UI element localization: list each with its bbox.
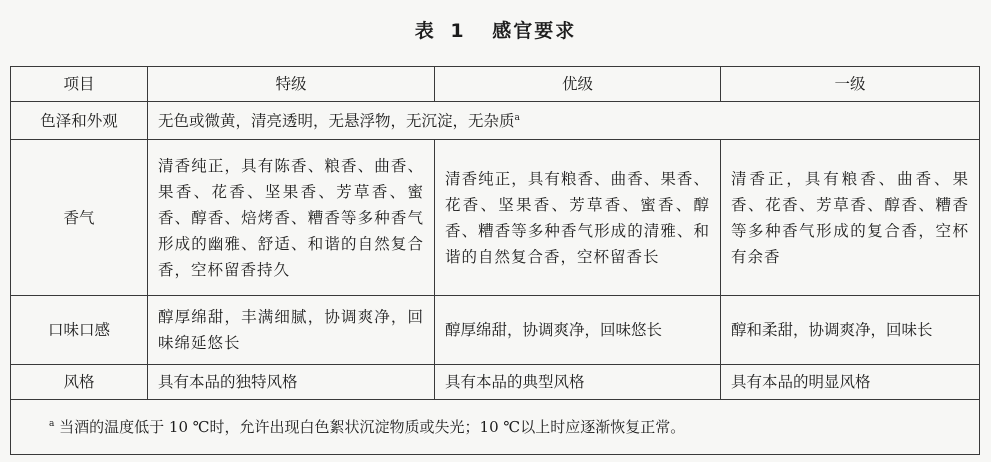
- header-item: 项目: [11, 67, 148, 102]
- table-row-aroma: [11, 140, 980, 296]
- color-requirement-text: 无色或微黄，清亮透明，无悬浮物，无沉淀，无杂质: [158, 111, 515, 130]
- table-title-label: 表: [414, 20, 436, 42]
- table-footnote-row: [11, 400, 980, 455]
- row-label-aroma: 香气: [11, 140, 148, 296]
- row-label-style: 风格: [11, 365, 148, 400]
- table-title-number: 1: [450, 20, 466, 42]
- taste-special-grade: 醇厚绵甜，丰满细腻，协调爽净，回味绵延悠长: [148, 296, 435, 365]
- sensory-requirements-table: [10, 66, 980, 455]
- style-special-grade: 具有本品的独特风格: [148, 365, 435, 400]
- taste-first-grade: 醇和柔甜，协调爽净，回味长: [721, 296, 980, 365]
- row-label-taste: 口味口感: [11, 296, 148, 365]
- color-requirement: [148, 102, 980, 140]
- table-title-text: 感官要求: [492, 20, 577, 42]
- aroma-premium-grade: 清香纯正，具有粮香、曲香、果香、花香、坚果香、芳草香、蜜香、醇香、糟香等多种香气形成的清雅、和谐的自然复合香，空杯留香长: [435, 140, 721, 296]
- table-title: [0, 16, 991, 43]
- row-label-color: 色泽和外观: [11, 102, 148, 140]
- table-row-color: [11, 102, 980, 140]
- table-header-row: [11, 67, 980, 102]
- table-footnote: [11, 400, 980, 455]
- header-first-grade: 一级: [721, 67, 980, 102]
- aroma-first-grade: 清香正，具有粮香、曲香、果香、花香、芳草香、醇香、糟香等多种香气形成的复合香，空杯有余香: [721, 140, 980, 296]
- footnote-marker: a: [514, 112, 520, 123]
- footnote-text: 当酒的温度低于 10 ℃时，允许出现白色絮状沉淀物质或失光；10 ℃以上时应逐渐恢复正常。: [59, 418, 686, 436]
- style-premium-grade: 具有本品的典型风格: [435, 365, 721, 400]
- footnote-mark: a: [49, 419, 55, 429]
- header-premium-grade: 优级: [435, 67, 721, 102]
- aroma-special-grade: 清香纯正，具有陈香、粮香、曲香、果香、花香、坚果香、芳草香、蜜香、醇香、焙烤香、糟香等多种香气形成的幽雅、舒适、和谐的自然复合香，空杯留香持久: [148, 140, 435, 296]
- taste-premium-grade: 醇厚绵甜，协调爽净，回味悠长: [435, 296, 721, 365]
- table-row-taste: [11, 296, 980, 365]
- style-first-grade: 具有本品的明显风格: [721, 365, 980, 400]
- header-special-grade: 特级: [148, 67, 435, 102]
- table-row-style: [11, 365, 980, 400]
